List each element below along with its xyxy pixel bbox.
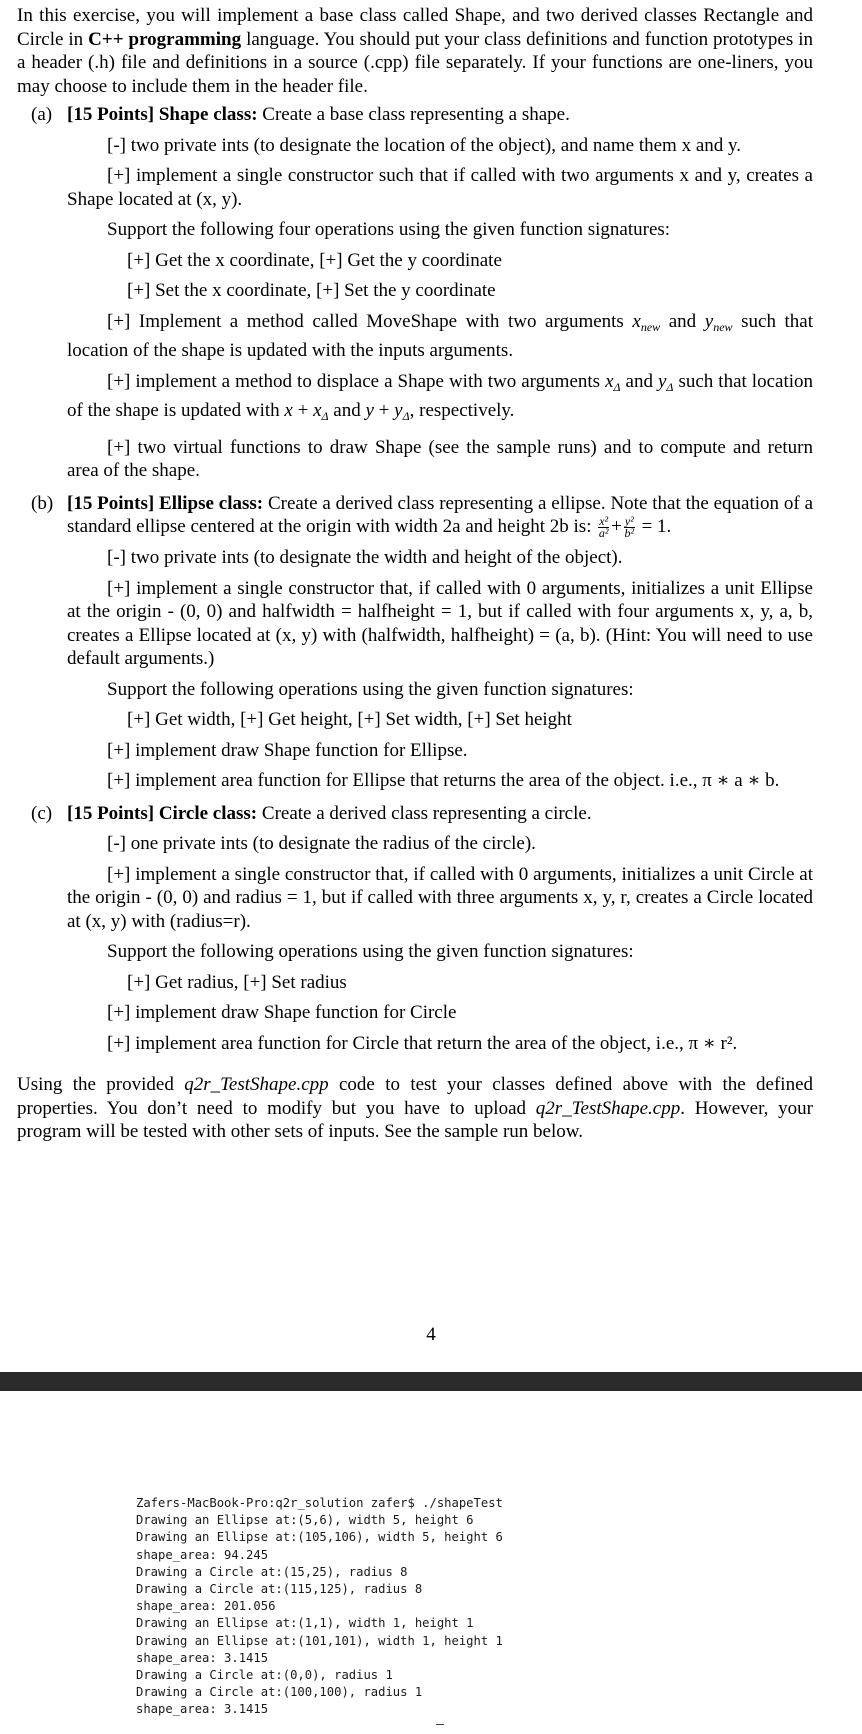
section-b-item-private: [-] two private ints (to designate the width and height of the object). <box>107 547 623 569</box>
section-b-getset: [+] Get width, [+] Get height, [+] Set width, [+] Set height <box>127 709 572 731</box>
section-a-item-virtual: [+] two virtual functions to draw Shape (see the sample runs) and to compute and return area of the shape. <box>67 436 813 481</box>
cursor-mark <box>436 1724 444 1725</box>
section-c-area: [+] implement area function for Circle that return the area of the object, i.e., π ∗ r². <box>107 1032 738 1054</box>
section-b-item-constructor: [+] implement a single constructor that, if called with 0 arguments, initializes a unit Ellipse at the origin - (0, 0) and halfwidth = halfheight = 1, but if called with four arguments x, y, a, b, creates a Ellipse located at (x, y) with (halfwidth, halfheight) = (a, b). (Hint: You will need to use default arguments.) <box>67 577 813 670</box>
closing-paragraph: Using the provided q2r_TestShape.cpp code to test your classes defined above with the defined properties. You don’t need to modify but you have to upload q2r_TestShape.cpp. However, your program will be tested with other sets of inputs. See the sample run below. <box>17 1074 814 1143</box>
section-b-title: [15 Points] Ellipse class: <box>67 492 264 514</box>
section-c-item-private: [-] one private ints (to designate the radius of the circle). <box>107 833 536 855</box>
section-a-getters: [+] Get the x coordinate, [+] Get the y coordinate <box>127 249 502 271</box>
section-b-heading: (b) [15 Points] Ellipse class: Create a derived class representing a ellipse. Note that the equation of a standard ellipse centered at the origin with width 2a and height 2b is: $\frac{\text{x²}}{\text{a²}}$ + $\frac{\text{y²}}{\text{b²}}$ = 1. <box>31 492 813 541</box>
intro-language: C++ programming <box>88 28 242 50</box>
terminal-output-line: shape_area: 94.245 <box>136 1547 269 1562</box>
section-a-heading <box>31 103 813 127</box>
section-b-support: Support the following operations using the given function signatures: <box>107 678 634 700</box>
section-a <box>17 103 813 483</box>
section-a-setters: [+] Set the x coordinate, [+] Set the y coordinate <box>127 280 496 301</box>
section-a-item-constructor: [+] implement a single constructor such that if called with two arguments x and y, creates a Shape located at (x, y). <box>67 165 813 210</box>
terminal-output <box>136 1495 736 1719</box>
page-divider-bar <box>0 1372 862 1391</box>
intro-paragraph <box>17 4 813 98</box>
section-c-heading <box>31 802 813 826</box>
document-body <box>17 0 813 1144</box>
intro-text-rest: language. You should put your class definitions and function prototypes in a header (.h) file and definitions in a source (.cpp) file separately. If your functions are one-liners, you may choose to include them in the header file. <box>17 28 814 97</box>
section-a-title: [15 Points] Shape class: <box>67 104 258 125</box>
section-c-support: Support the following operations using the given function signatures: <box>107 941 634 963</box>
section-a-desc: Create a base class representing a shape. <box>257 104 570 125</box>
terminal-output-line: shape_area: 201.056 <box>136 1599 276 1614</box>
section-b-label: (b) <box>31 492 54 514</box>
section-b <box>17 492 813 793</box>
terminal-output-line: Drawing a Circle at:(15,25), radius 8 <box>136 1564 408 1579</box>
section-a-item-private: [-] two private ints (to designate the location of the object), and name them x and y. <box>107 134 742 156</box>
section-c <box>17 802 813 1056</box>
section-a-item-displace: [+] implement a method to displace a Shape with two arguments $x_\Delta$ and $y_\Delta$ such that location of the shape is updated with $x + x_\Delta$ and $y + y_\Delta$, respectively. <box>67 370 813 423</box>
section-a-item-move: [+] Implement a method called MoveShape with two arguments $x_{new}$ and $y_{new}$ such that location of the shape is updated with the inputs arguments. <box>67 310 813 361</box>
section-b-desc: Create a derived class representing a ellipse. Note that the equation of a standard ellipse centered at the origin with width 2a and height 2b is: <box>67 492 813 537</box>
section-b-area: [+] implement area function for Ellipse that returns the area of the object. i.e., π ∗ a ∗ b. <box>107 770 780 792</box>
terminal-output-line: shape_area: 3.1415 <box>136 1702 269 1717</box>
section-c-label: (c) <box>31 802 53 824</box>
terminal-output-line: Drawing an Ellipse at:(105,106), width 5, height 6 <box>136 1530 503 1545</box>
terminal-output-line: Drawing a Circle at:(115,125), radius 8 <box>136 1582 423 1597</box>
section-c-draw: [+] implement draw Shape function for Circle <box>107 1002 457 1024</box>
section-c-getset: [+] Get radius, [+] Set radius <box>127 971 347 993</box>
section-b-draw: [+] implement draw Shape function for Ellipse. <box>107 739 468 761</box>
terminal-output-line: Drawing a Circle at:(100,100), radius 1 <box>136 1685 423 1700</box>
ellipse-frac-x: $\frac{\text{x²}}{\text{a²}}$ <box>598 514 609 541</box>
terminal-output-line: Drawing a Circle at:(0,0), radius 1 <box>136 1668 393 1683</box>
terminal-output-line: Drawing an Ellipse at:(5,6), width 5, height 6 <box>136 1513 474 1528</box>
section-c-title: [15 Points] Circle class: <box>67 802 258 824</box>
page-number: 4 <box>426 1324 436 1345</box>
section-c-item-constructor: [+] implement a single constructor that, if called with 0 arguments, initializes a unit Circle at the origin - (0, 0) and radius = 1, but if called with three arguments x, y, r, creates a Circle located at (x, y) with (radius=r). <box>67 863 813 932</box>
terminal-output-line: Drawing an Ellipse at:(101,101), width 1, height 1 <box>136 1633 503 1648</box>
section-a-label: (a) <box>31 104 53 125</box>
terminal-output-line: Drawing an Ellipse at:(1,1), width 1, height 1 <box>136 1616 474 1631</box>
section-c-desc: Create a derived class representing a circle. <box>257 802 592 824</box>
terminal-prompt-line: Zafers-MacBook-Pro:q2r_solution zafer$ ./shapeTest <box>136 1496 503 1510</box>
intro-text: In this exercise, you will implement a base class called Shape, and two derived classes Rectangle and Circle in <box>17 5 813 50</box>
section-a-support: Support the following four operations using the given function signatures: <box>107 219 671 240</box>
ellipse-frac-y: $\frac{\text{y²}}{\text{b²}}$ <box>624 514 635 541</box>
closing-file-name: q2r_TestShape.cpp <box>184 1074 329 1096</box>
terminal-output-line: shape_area: 3.1415 <box>136 1650 269 1665</box>
